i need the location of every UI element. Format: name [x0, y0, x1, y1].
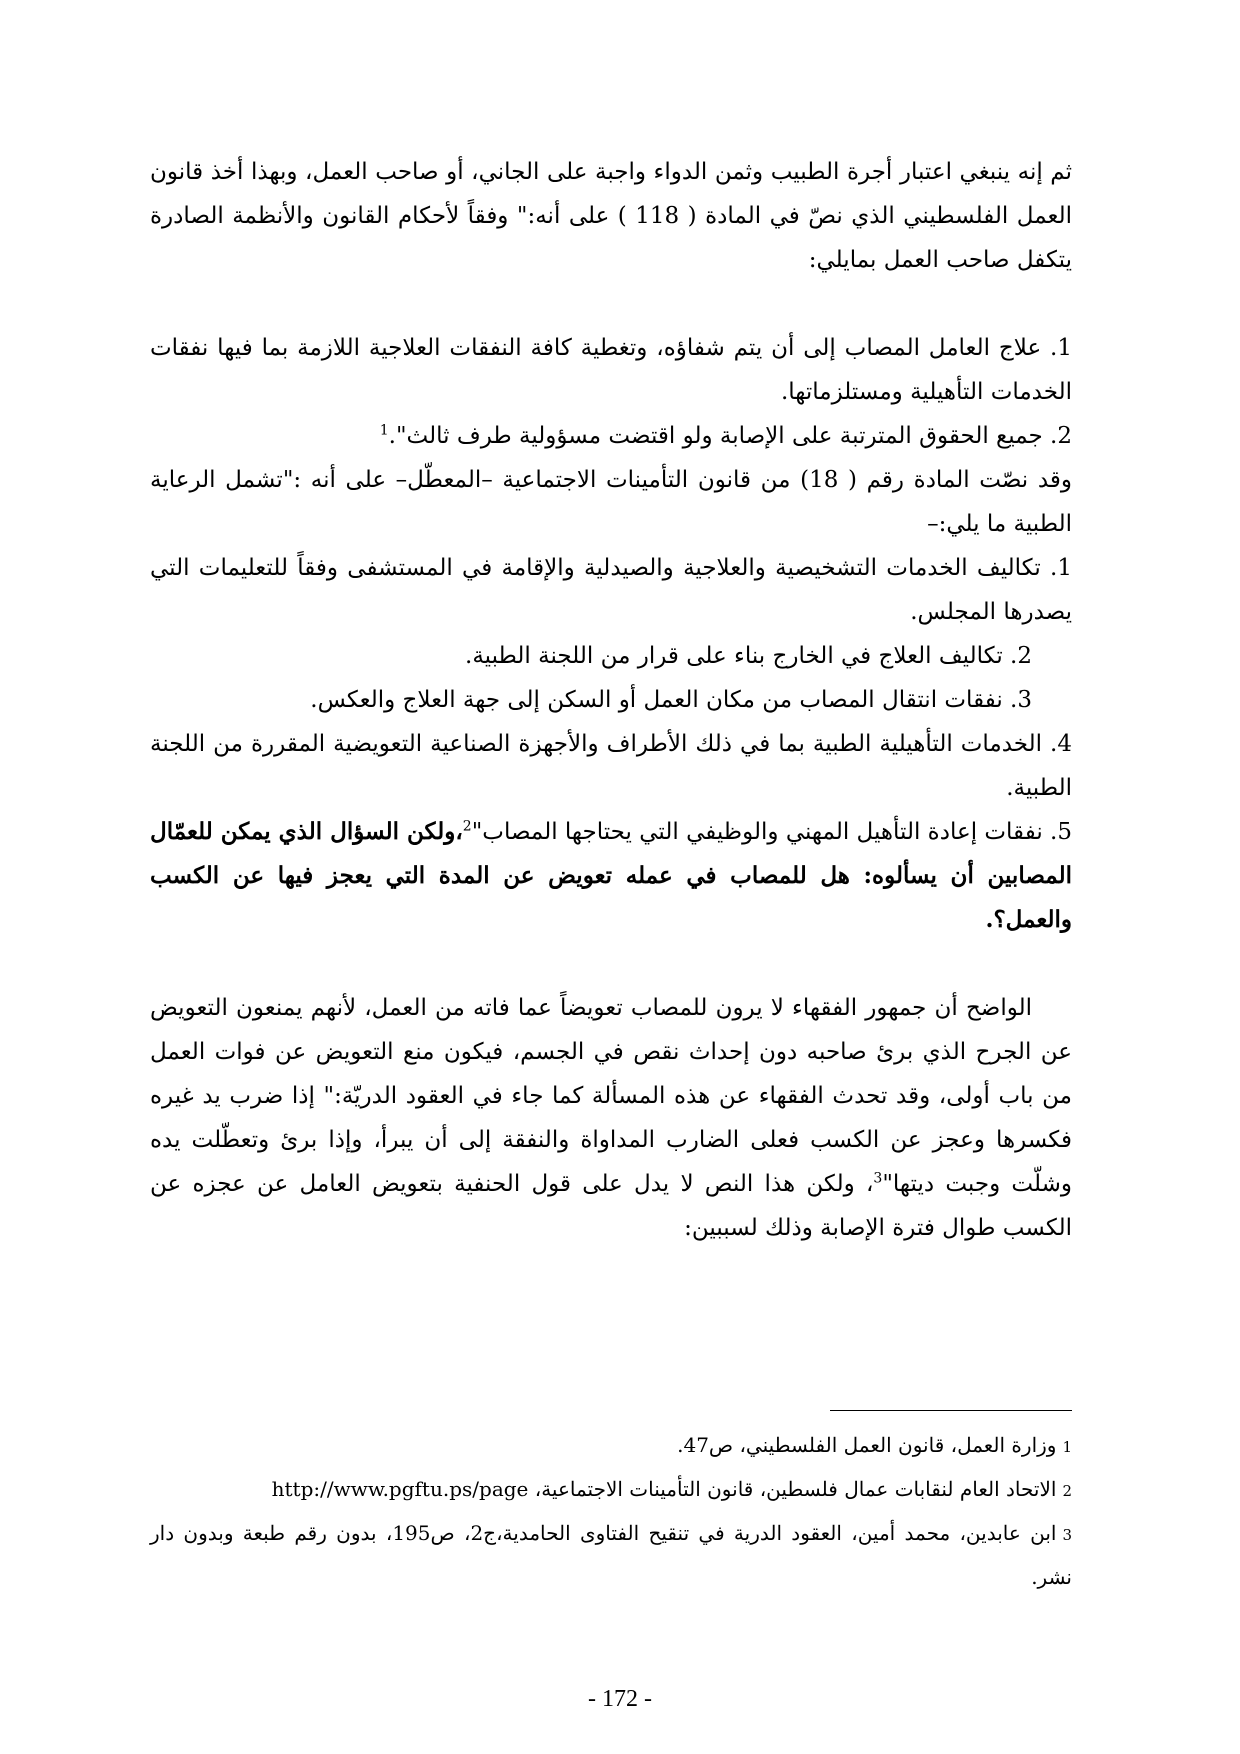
page-number: - 172 -	[588, 1686, 652, 1712]
list2-item-5-text-b: ،ولكن السؤال الذي يمكن للعمّال المصابين أن يسألوه: هل للمصاب في عمله تعويض عن المدة التي يعجز فيها عن الكسب والعمل؟.	[150, 818, 1072, 933]
discussion-text-a: الواضح أن جمهور الفقهاء لا يرون للمصاب تعويضاً عما فاته من العمل، لأنهم يمنعون التعويض عن الجرح الذي برئ صاحبه دون إحداث نقص في الجسم، فيكون منع التعويض عن فوات العمل من باب أولى، وقد تحدث الفقهاء عن هذه المسألة كما جاء في العقود الدريّة:" إذا ضرب يد غيره فكسرها وعجز عن الكسب فعلى الضارب المداواة والنفقة إلى أن يبرأ، وإذا برئ وتعطّلت يده وشلّت وجبت ديتها"	[150, 995, 1072, 1197]
intro-paragraph: ثم إنه ينبغي اعتبار أجرة الطبيب وثمن الدواء واجبة على الجاني، أو صاحب العمل، وبهذا أخذ قانون العمل الفلسطيني الذي نصّ في المادة ( 118 ) على أنه:" وفقاً لأحكام القانون والأنظمة الصادرة يتكفل صاحب العمل بمايلي:	[150, 159, 1072, 273]
list2-item-2: 2. تكاليف العلاج في الخارج بناء على قرار من اللجنة الطبية.	[465, 643, 1032, 669]
footnotes	[150, 1424, 1072, 1598]
footnote-1-number: 1	[1062, 1438, 1072, 1456]
body-text	[150, 150, 1072, 1250]
footnote-2	[150, 1468, 1072, 1512]
footnote-3	[150, 1512, 1072, 1598]
footnote-divider	[830, 1410, 1072, 1411]
footnote-3-text: ابن عابدين، محمد أمين، العقود الدرية في تنقيح الفتاوى الحامدية،ج2، ص195، بدون رقم طبعة وبدون دار نشر.	[150, 1521, 1072, 1589]
list2-item-5-text-a: 5. نفقات إعادة التأهيل المهني والوظيفي التي يحتاجها المصاب"	[471, 819, 1072, 845]
footnote-2-url[interactable]: http://www.pgftu.ps/page	[271, 1477, 529, 1501]
list1-item-1: 1. علاج العامل المصاب إلى أن يتم شفاؤه، وتغطية كافة النفقات العلاجية اللازمة بما فيها نفقات الخدمات التأهيلية ومستلزماتها.	[150, 335, 1072, 405]
footnote-2-number: 2	[1062, 1482, 1072, 1500]
footnote-1-text: وزارة العمل، قانون العمل الفلسطيني، ص47.	[677, 1433, 1057, 1457]
discussion-text-b: ، ولكن هذا النص لا يدل على قول الحنفية بتعويض العامل عن عجزه عن الكسب طوال فترة الإصابة وذلك لسببين:	[150, 1171, 1072, 1241]
footnote-ref-2: 2	[462, 818, 472, 835]
article18-intro: وقد نصّت المادة رقم ( 18) من قانون التأمينات الاجتماعية –المعطّل– على أنه :"تشمل الرعاية الطبية ما يلي:–	[150, 467, 1073, 537]
list2-item-1: 1. تكاليف الخدمات التشخيصية والعلاجية والصيدلية والإقامة في المستشفى وفقاً للتعليمات التي يصدرها المجلس.	[150, 555, 1072, 625]
footnote-ref-3: 3	[873, 1170, 883, 1187]
footnote-3-number: 3	[1062, 1526, 1072, 1544]
discussion-paragraph	[150, 986, 1072, 1250]
list1-item-2-text: 2. جميع الحقوق المترتبة على الإصابة ولو اقتضت مسؤولية طرف ثالث".	[388, 423, 1072, 449]
list2-item-4: 4. الخدمات التأهيلية الطبية بما في ذلك الأطراف والأجهزة الصناعية التعويضية المقررة من اللجنة الطبية.	[150, 731, 1072, 801]
footnote-1	[150, 1424, 1072, 1468]
footnote-2-text: الاتحاد العام لنقابات عمال فلسطين، قانون التأمينات الاجتماعية،	[528, 1477, 1057, 1501]
list2-item-3: 3. نفقات انتقال المصاب من مكان العمل أو السكن إلى جهة العلاج والعكس.	[310, 687, 1032, 713]
footnote-ref-1: 1	[379, 422, 389, 439]
list2-item-5	[150, 810, 1072, 942]
list1-item-2	[150, 414, 1072, 458]
